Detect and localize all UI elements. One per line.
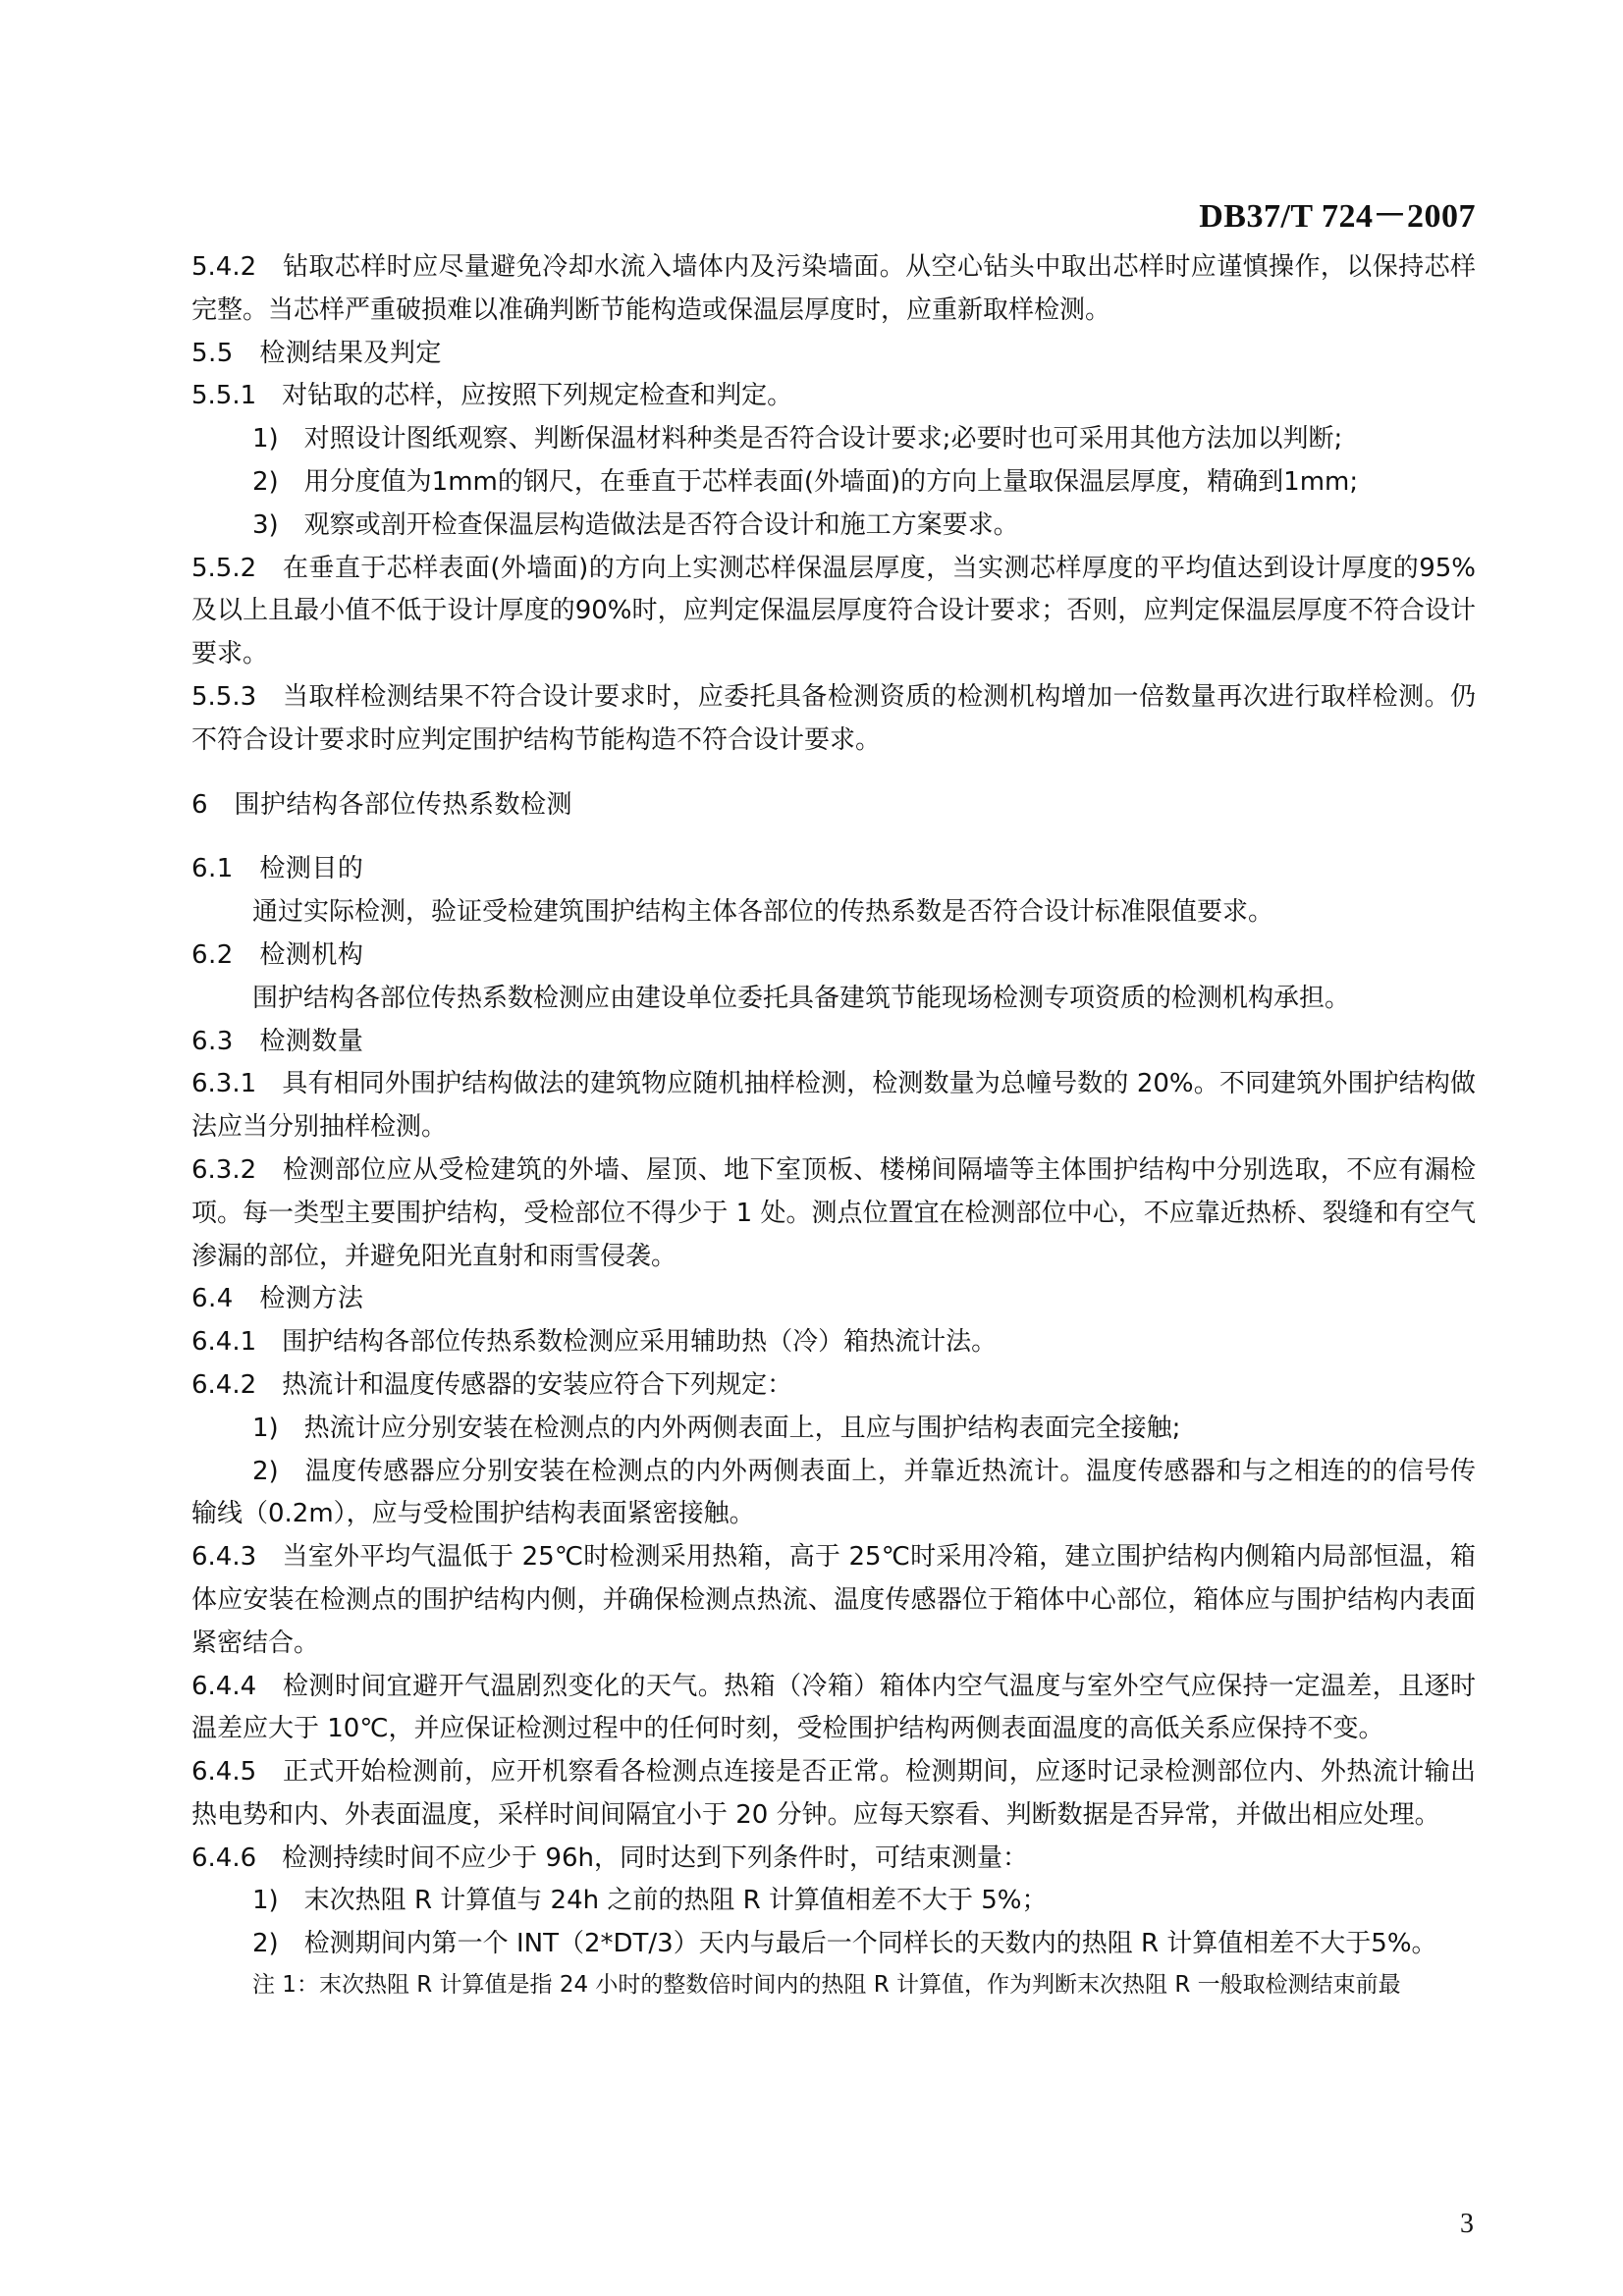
clause-6-4-2-item-2: 2) 温度传感器应分别安装在检测点的内外两侧表面上，并靠近热流计。温度传感器和与之相连的的信号传输线（0.2m），应与受检围护结构表面紧密接触。 — [191, 1456, 1476, 1529]
clause-5-5-2: 5.5.2 在垂直于芯样表面(外墙面)的方向上实测芯样保温层厚度，当实测芯样厚度的平均值达到设计厚度的95%及以上且最小值不低于设计厚度的90%时，应判定保温层厚度符合设计要求；否则，应判定保温层厚度不符合设计要求。 — [191, 553, 1476, 669]
clause-6-4-6: 6.4.6 检测持续时间不应少于 96h，同时达到下列条件时，可结束测量： — [191, 1842, 1028, 1873]
heading-6: 6 围护结构各部位传热系数检测 — [191, 789, 573, 820]
clause-6-3-1: 6.3.1 具有相同外围护结构做法的建筑物应随机抽样检测，检测数量为总幢号数的 20%。不同建筑外围护结构做法应当分别抽样检测。 — [191, 1069, 1476, 1143]
clause-6-4-2: 6.4.2 热流计和温度传感器的安装应符合下列规定： — [191, 1369, 793, 1400]
clause-6-4-4: 6.4.4 检测时间宜避开气温剧烈变化的天气。热箱（冷箱）箱体内空气温度与室外空气应保持一定温差，且逐时温差应大于 10℃，并应保证检测过程中的任何时刻，受检围护结构两侧表面温度的高低关系应保持不变。 — [191, 1671, 1476, 1744]
clause-6-4-2-item-1: 1) 热流计应分别安装在检测点的内外两侧表面上，且应与围护结构表面完全接触; — [252, 1413, 1181, 1443]
clause-5-5-1: 5.5.1 对钻取的芯样，应按照下列规定检查和判定。 — [191, 381, 793, 411]
clause-6-4-6-item-2: 2) 检测期间内第一个 INT（2*DT/3）天内与最后一个同样长的天数内的热阻 R 计算值相差不大于5%。 — [252, 1929, 1437, 1959]
clause-6-4-5: 6.4.5 正式开始检测前，应开机察看各检测点连接是否正常。检测期间，应逐时记录检测部位内、外热流计输出热电势和内、外表面温度，采样时间间隔宜小于 20 分钟。应每天察看、判断数据是否异常，并做出相应处理。 — [191, 1757, 1476, 1830]
document-id-header: DB37/T 724－2007 — [1199, 198, 1476, 235]
heading-6-1: 6.1 检测目的 — [191, 854, 364, 884]
clause-5-4-2: 5.4.2 钻取芯样时应尽量避免冷却水流入墙体内及污染墙面。从空心钻头中取出芯样时应谨慎操作，以保持芯样完整。当芯样严重破损难以准确判断节能构造或保温层厚度时，应重新取样检测。 — [191, 252, 1476, 325]
heading-5-5: 5.5 检测结果及判定 — [191, 338, 442, 368]
clause-5-5-1-item-1: 1) 对照设计图纸观察、判断保温材料种类是否符合设计要求;必要时也可采用其他方法加以判断; — [252, 424, 1343, 454]
clause-6-2-body: 围护结构各部位传热系数检测应由建设单位委托具备建筑节能现场检测专项资质的检测机构承担。 — [252, 983, 1351, 1013]
note-1: 注 1：末次热阻 R 计算值是指 24 小时的整数倍时间内的热阻 R 计算值，作为判断末次热阻 R 一般取检测结束前最 — [252, 1972, 1401, 1999]
section-spacer — [191, 827, 1476, 848]
clause-6-4-1: 6.4.1 围护结构各部位传热系数检测应采用辅助热（冷）箱热流计法。 — [191, 1327, 998, 1358]
heading-6-2: 6.2 检测机构 — [191, 939, 364, 970]
clause-5-5-3: 5.5.3 当取样检测结果不符合设计要求时，应委托具备检测资质的检测机构增加一倍数量再次进行取样检测。仍不符合设计要求时应判定围护结构节能构造不符合设计要求。 — [191, 681, 1476, 755]
clause-5-5-1-item-2: 2) 用分度值为1mm的钢尺，在垂直于芯样表面(外墙面)的方向上量取保温层厚度，精确到1mm; — [252, 466, 1359, 497]
clause-6-3-2: 6.3.2 检测部位应从受检建筑的外墙、屋顶、地下室顶板、楼梯间隔墙等主体围护结构中分别选取，不应有漏检项。每一类型主要围护结构，受检部位不得少于 1 处。测点位置宜在检测部位中心，不应靠近热桥、裂缝和有空气渗漏的部位，并避免阳光直射和雨雪侵袭。 — [191, 1154, 1476, 1271]
section-spacer — [191, 763, 1476, 784]
page-body — [191, 246, 1476, 2003]
heading-6-3: 6.3 检测数量 — [191, 1026, 364, 1056]
heading-6-4: 6.4 检测方法 — [191, 1284, 364, 1314]
clause-6-1-body: 通过实际检测，验证受检建筑围护结构主体各部位的传热系数是否符合设计标准限值要求。 — [252, 897, 1274, 928]
page-number: 3 — [1460, 2209, 1474, 2239]
clause-6-4-6-item-1: 1) 末次热阻 R 计算值与 24h 之前的热阻 R 计算值相差不大于 5%； — [252, 1886, 1048, 1916]
clause-6-4-3: 6.4.3 当室外平均气温低于 25℃时检测采用热箱，高于 25℃时采用冷箱，建立围护结构内侧箱内局部恒温，箱体应安装在检测点的围护结构内侧，并确保检测点热流、温度传感器位于箱体中心部位，箱体应与围护结构内表面紧密结合。 — [191, 1542, 1476, 1658]
clause-5-5-1-item-3: 3) 观察或剖开检查保温层构造做法是否符合设计和施工方案要求。 — [252, 509, 1019, 540]
